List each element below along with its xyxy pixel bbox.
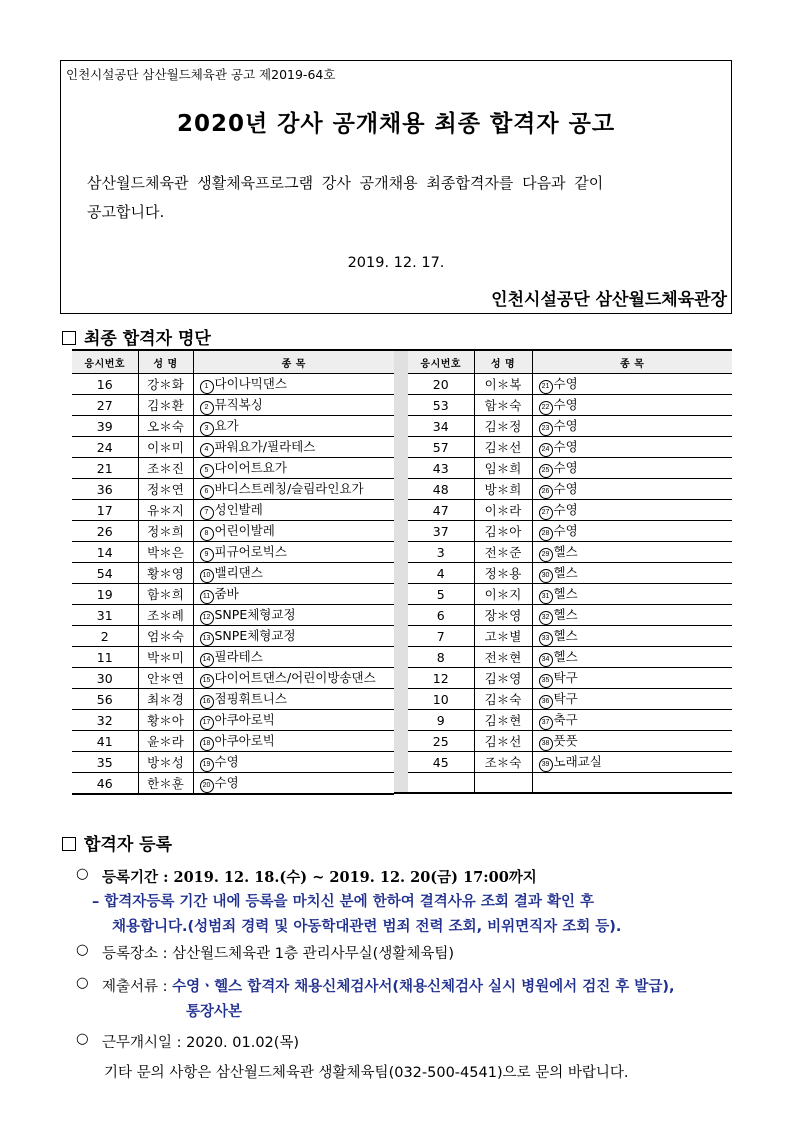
applicant-event	[532, 374, 732, 395]
applicant-name: 한＊훈	[138, 773, 193, 795]
bullet-icon: ○	[76, 942, 89, 958]
applicant-no: 41	[72, 731, 138, 752]
table-row	[408, 542, 732, 563]
applicant-name: 함＊숙	[474, 395, 532, 416]
table-row	[408, 458, 732, 479]
docs-value-line2: 통장사본	[186, 1004, 243, 1020]
applicant-event	[193, 563, 394, 584]
applicant-no: 32	[72, 710, 138, 731]
applicant-event	[193, 521, 394, 542]
applicant-no: 39	[72, 416, 138, 437]
applicant-no: 37	[408, 521, 474, 542]
event-name: 수영	[214, 754, 239, 769]
circled-number: 35	[539, 674, 553, 688]
circled-number: 28	[539, 527, 553, 541]
applicant-name: 함＊희	[138, 584, 193, 605]
docs-value: 수영ㆍ헬스 합격자 채용신체검사서(채용신체검사 실시 병원에서 검진 후 발급),	[172, 979, 675, 995]
table-row	[408, 416, 732, 437]
table-row	[72, 374, 394, 395]
docs-label: 제출서류 :	[102, 979, 173, 995]
applicant-name: 이＊지	[474, 584, 532, 605]
applicant-no: 48	[408, 479, 474, 500]
applicant-event	[532, 668, 732, 689]
applicant-event	[193, 668, 394, 689]
event-name: 필라테스	[214, 649, 263, 664]
event-name: SNPE체형교정	[214, 628, 296, 643]
table-row	[408, 605, 732, 626]
applicant-no: 9	[408, 710, 474, 731]
header-name: 성 명	[474, 350, 532, 374]
circled-number: 36	[539, 695, 553, 709]
applicant-name: 유＊지	[138, 500, 193, 521]
table-row	[72, 521, 394, 542]
circled-number: 29	[539, 548, 553, 562]
notice-number: 인천시설공단 삼산월드체육관 공고 제2019-64호	[66, 67, 336, 82]
applicant-name: 이＊라	[474, 500, 532, 521]
applicant-no: 35	[72, 752, 138, 773]
registration-period: 등록기간 : 2019. 12. 18.(수) ~ 2019. 12. 20(금) 17:00까지	[102, 869, 537, 886]
circled-number: 25	[539, 464, 553, 478]
applicant-event	[532, 689, 732, 710]
table-row	[408, 668, 732, 689]
applicant-no: 24	[72, 437, 138, 458]
header-event: 종 목	[532, 350, 732, 374]
applicant-name: 이＊미	[138, 437, 193, 458]
applicant-name: 김＊현	[474, 710, 532, 731]
applicant-event	[532, 458, 732, 479]
circled-number: 22	[539, 401, 553, 415]
table-separator	[394, 349, 408, 794]
notice-body	[87, 169, 697, 227]
table-row	[72, 416, 394, 437]
event-name: 헬스	[553, 565, 578, 580]
table-row	[72, 437, 394, 458]
event-name: 수영	[553, 418, 578, 433]
applicant-event	[193, 731, 394, 752]
table-row	[408, 479, 732, 500]
applicant-event	[193, 605, 394, 626]
applicant-name: 조＊진	[138, 458, 193, 479]
applicant-event	[193, 626, 394, 647]
applicant-event	[193, 458, 394, 479]
results-table-right	[408, 349, 732, 794]
applicant-name: 고＊별	[474, 626, 532, 647]
circled-number: 20	[200, 779, 214, 793]
table-row	[72, 710, 394, 731]
applicant-no: 57	[408, 437, 474, 458]
circled-number: 38	[539, 737, 553, 751]
applicant-name: 조＊례	[138, 605, 193, 626]
event-name: 점핑휘트니스	[214, 691, 287, 706]
applicant-event	[532, 710, 732, 731]
notice-title: 2020년 강사 공개채용 최종 합격자 공고	[176, 111, 616, 137]
event-name: 헬스	[553, 544, 578, 559]
event-name: 수영	[553, 523, 578, 538]
circled-number: 9	[200, 548, 214, 562]
applicant-no: 53	[408, 395, 474, 416]
applicant-name: 엄＊숙	[138, 626, 193, 647]
applicant-event	[532, 437, 732, 458]
circled-number: 15	[200, 674, 214, 688]
table-row	[408, 773, 732, 794]
event-name: 다이어트댄스/어린이방송댄스	[214, 670, 376, 685]
applicant-name: 오＊숙	[138, 416, 193, 437]
event-name: 노래교실	[553, 754, 602, 769]
applicant-name: 장＊영	[474, 605, 532, 626]
applicant-no: 21	[72, 458, 138, 479]
event-name: 축구	[553, 712, 578, 727]
notice-body-line: 삼산월드체육관 생활체육프로그램 강사 공개채용 최종합격자를 다음과 같이	[87, 174, 604, 192]
applicant-no: 26	[72, 521, 138, 542]
event-name: 풋풋	[553, 733, 578, 748]
circled-number: 4	[200, 443, 214, 457]
event-name: 헬스	[553, 607, 578, 622]
applicant-name: 조＊숙	[474, 752, 532, 773]
circled-number: 11	[200, 590, 214, 604]
circled-number: 3	[200, 422, 214, 436]
table-row	[72, 668, 394, 689]
circled-number: 16	[200, 695, 214, 709]
applicant-event	[532, 395, 732, 416]
applicant-event	[193, 647, 394, 668]
event-name: 헬스	[553, 628, 578, 643]
event-name: 수영	[553, 481, 578, 496]
applicant-event	[193, 374, 394, 395]
applicant-name: 정＊용	[474, 563, 532, 584]
event-name: 수영	[553, 439, 578, 454]
event-name: 헬스	[553, 649, 578, 664]
applicant-name: 김＊선	[474, 731, 532, 752]
circled-number: 33	[539, 632, 553, 646]
event-name: 아쿠아로빅	[214, 712, 275, 727]
applicant-no: 10	[408, 689, 474, 710]
applicant-name: 정＊연	[138, 479, 193, 500]
circled-number: 34	[539, 653, 553, 667]
registration-note-line: – 합격자등록 기간 내에 등록을 마치신 분에 한하여 결격사유 조회 결과 확인 후	[92, 894, 595, 910]
applicant-event	[193, 437, 394, 458]
table-row	[72, 731, 394, 752]
applicant-no: 2	[72, 626, 138, 647]
applicant-no: 11	[72, 647, 138, 668]
notice-issuer: 인천시설공단 삼산월드체육관장	[491, 290, 727, 310]
circled-number: 27	[539, 506, 553, 520]
applicant-name: 최＊경	[138, 689, 193, 710]
section-title: 합격자 등록	[84, 835, 173, 855]
table-row	[72, 626, 394, 647]
square-bullet-icon	[62, 331, 76, 345]
applicant-event	[532, 605, 732, 626]
table-row	[72, 458, 394, 479]
circled-number: 7	[200, 506, 214, 520]
circled-number: 6	[200, 485, 214, 499]
applicant-name: 전＊현	[474, 647, 532, 668]
circled-number: 18	[200, 737, 214, 751]
applicant-event	[193, 710, 394, 731]
circled-number: 30	[539, 569, 553, 583]
circled-number: 13	[200, 632, 214, 646]
circled-number: 17	[200, 716, 214, 730]
table-row	[72, 479, 394, 500]
bullet-icon: ○	[76, 975, 89, 991]
work-start-date: 근무개시일 : 2020. 01.02(목)	[102, 1035, 300, 1051]
applicant-name: 정＊희	[138, 521, 193, 542]
applicant-name: 김＊숙	[474, 689, 532, 710]
table-row	[408, 521, 732, 542]
table-row	[408, 626, 732, 647]
table-row	[408, 647, 732, 668]
table-row	[72, 773, 394, 795]
applicant-event	[193, 689, 394, 710]
applicant-no: 14	[72, 542, 138, 563]
notice-body-line: 공고합니다.	[87, 203, 165, 221]
applicant-name	[474, 773, 532, 794]
event-name: 수영	[553, 376, 578, 391]
registration-docs	[102, 975, 674, 996]
registration-note-line: 채용합니다.(성범죄 경력 및 아동학대관련 범죄 전력 조회, 비위면직자 조회 등).	[112, 919, 622, 935]
event-name: 밸리댄스	[214, 565, 263, 580]
table-row	[72, 689, 394, 710]
applicant-name: 김＊아	[474, 521, 532, 542]
applicant-no	[408, 773, 474, 794]
applicant-event	[532, 626, 732, 647]
applicant-name: 전＊준	[474, 542, 532, 563]
applicant-name: 안＊연	[138, 668, 193, 689]
circled-number: 1	[200, 380, 214, 394]
applicant-event	[532, 647, 732, 668]
applicant-no: 34	[408, 416, 474, 437]
applicant-no: 7	[408, 626, 474, 647]
circled-number: 21	[539, 380, 553, 394]
applicant-event	[532, 773, 732, 794]
table-row	[408, 689, 732, 710]
event-name: 다이나믹댄스	[214, 376, 287, 391]
applicant-event	[532, 500, 732, 521]
table-row	[408, 584, 732, 605]
section-registration	[62, 830, 172, 855]
event-name: 아쿠아로빅	[214, 733, 275, 748]
applicant-event	[532, 521, 732, 542]
notice-date: 2019. 12. 17.	[347, 255, 445, 271]
applicant-name: 김＊환	[138, 395, 193, 416]
table-row	[72, 752, 394, 773]
contact-info: 기타 문의 사항은 삼산월드체육관 생활체육팀(032-500-4541)으로 문의 바랍니다.	[104, 1065, 629, 1081]
circled-number: 5	[200, 464, 214, 478]
header-applicant-no: 응시번호	[408, 350, 474, 374]
table-row	[72, 563, 394, 584]
event-name: 피규어로빅스	[214, 544, 287, 559]
applicant-event	[532, 479, 732, 500]
applicant-no: 25	[408, 731, 474, 752]
table-row	[408, 563, 732, 584]
circled-number: 23	[539, 422, 553, 436]
square-bullet-icon	[62, 837, 76, 851]
applicant-no: 45	[408, 752, 474, 773]
table-row	[408, 374, 732, 395]
circled-number: 2	[200, 401, 214, 415]
applicant-event	[193, 752, 394, 773]
bullet-icon: ○	[76, 1031, 89, 1047]
event-name: 뮤직복싱	[214, 397, 263, 412]
event-name: 성인발레	[214, 502, 263, 517]
circled-number: 8	[200, 527, 214, 541]
applicant-no: 17	[72, 500, 138, 521]
applicant-event	[532, 416, 732, 437]
applicant-event	[193, 479, 394, 500]
table-row	[408, 500, 732, 521]
applicant-no: 4	[408, 563, 474, 584]
circled-number: 24	[539, 443, 553, 457]
table-row	[72, 605, 394, 626]
bullet-icon: ○	[76, 866, 89, 882]
circled-number: 12	[200, 611, 214, 625]
circled-number: 19	[200, 758, 214, 772]
applicant-no: 6	[408, 605, 474, 626]
applicant-no: 8	[408, 647, 474, 668]
registration-place: 등록장소 : 삼산월드체육관 1층 관리사무실(생활체육팀)	[102, 946, 455, 962]
applicant-no: 31	[72, 605, 138, 626]
applicant-name: 황＊영	[138, 563, 193, 584]
applicant-no: 16	[72, 374, 138, 395]
applicant-no: 5	[408, 584, 474, 605]
applicant-event	[532, 752, 732, 773]
applicant-no: 27	[72, 395, 138, 416]
applicant-name: 강＊화	[138, 374, 193, 395]
applicant-event	[193, 584, 394, 605]
event-name: 수영	[553, 397, 578, 412]
event-name: 탁구	[553, 670, 578, 685]
applicant-no: 46	[72, 773, 138, 795]
applicant-name: 윤＊라	[138, 731, 193, 752]
table-row	[408, 437, 732, 458]
event-name: 어린이발레	[214, 523, 275, 538]
circled-number: 39	[539, 758, 553, 772]
applicant-event	[193, 542, 394, 563]
applicant-name: 방＊성	[138, 752, 193, 773]
results-table-left	[72, 349, 394, 795]
circled-number: 26	[539, 485, 553, 499]
applicant-event	[532, 584, 732, 605]
circled-number: 31	[539, 590, 553, 604]
applicant-no: 56	[72, 689, 138, 710]
applicant-name: 임＊희	[474, 458, 532, 479]
applicant-name: 김＊선	[474, 437, 532, 458]
circled-number: 14	[200, 653, 214, 667]
applicant-event	[193, 500, 394, 521]
table-row	[408, 710, 732, 731]
applicant-name: 김＊정	[474, 416, 532, 437]
table-row	[72, 500, 394, 521]
event-name: 수영	[553, 460, 578, 475]
event-name: 바디스트레칭/슬림라인요가	[214, 481, 364, 496]
circled-number: 37	[539, 716, 553, 730]
table-row	[72, 647, 394, 668]
header-name: 성 명	[138, 350, 193, 374]
event-name: 헬스	[553, 586, 578, 601]
applicant-no: 54	[72, 563, 138, 584]
circled-number: 32	[539, 611, 553, 625]
applicant-no: 36	[72, 479, 138, 500]
section-title: 최종 합격자 명단	[84, 329, 211, 349]
applicant-name: 이＊복	[474, 374, 532, 395]
applicant-name: 박＊미	[138, 647, 193, 668]
table-row	[72, 395, 394, 416]
applicant-name: 황＊아	[138, 710, 193, 731]
event-name: 줌바	[214, 586, 239, 601]
applicant-name: 방＊희	[474, 479, 532, 500]
applicant-event	[193, 395, 394, 416]
applicant-no: 19	[72, 584, 138, 605]
applicant-name: 박＊은	[138, 542, 193, 563]
applicant-no: 20	[408, 374, 474, 395]
applicant-no: 43	[408, 458, 474, 479]
table-row	[72, 542, 394, 563]
event-name: 요가	[214, 418, 239, 433]
applicant-event	[532, 731, 732, 752]
event-name: SNPE체형교정	[214, 607, 296, 622]
table-row	[408, 731, 732, 752]
event-name: 수영	[214, 775, 239, 790]
applicant-no: 12	[408, 668, 474, 689]
table-row	[72, 584, 394, 605]
table-row	[408, 395, 732, 416]
notice-box	[60, 60, 732, 314]
applicant-event	[532, 542, 732, 563]
applicant-no: 30	[72, 668, 138, 689]
event-name: 다이어트요가	[214, 460, 287, 475]
applicant-event	[193, 416, 394, 437]
applicant-no: 3	[408, 542, 474, 563]
applicant-no: 47	[408, 500, 474, 521]
event-name: 탁구	[553, 691, 578, 706]
section-final-list	[62, 324, 211, 349]
applicant-event	[532, 563, 732, 584]
event-name: 수영	[553, 502, 578, 517]
table-row	[408, 752, 732, 773]
circled-number: 10	[200, 569, 214, 583]
header-applicant-no: 응시번호	[72, 350, 138, 374]
header-event: 종 목	[193, 350, 394, 374]
applicant-event	[193, 773, 394, 795]
applicant-name: 김＊영	[474, 668, 532, 689]
event-name: 파워요가/필라테스	[214, 439, 316, 454]
